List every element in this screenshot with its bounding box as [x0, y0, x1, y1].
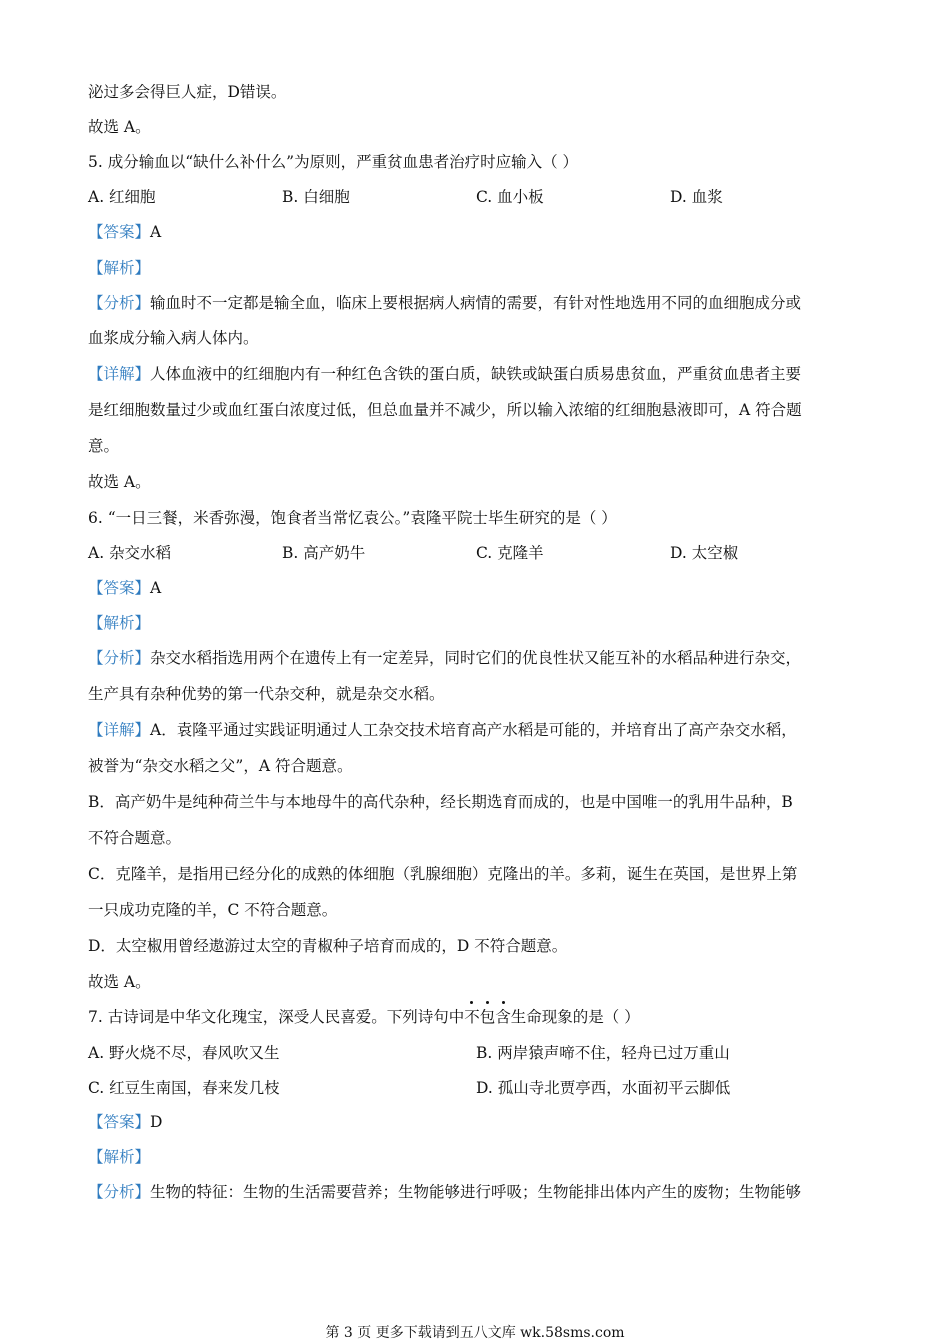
- option-c: C. 克隆羊: [476, 544, 544, 562]
- analysis-tag: 【解析】: [88, 259, 151, 277]
- fenxi-text: 生物的特征：生物的生活需要营养；生物能够进行呼吸；生物能排出体内产生的废物；生物能够: [150, 1183, 802, 1201]
- fenxi-tag: 【分析】: [88, 649, 151, 667]
- question-7: [88, 1007, 640, 1027]
- text-line: 故选 A。: [88, 118, 151, 136]
- text-line: 故选 A。: [88, 973, 151, 991]
- emphasis-char: 含: [495, 1008, 511, 1026]
- text-line: 是红细胞数量过少或血红蛋白浓度过低，但总血量并不减少，所以输入浓缩的红细胞悬液即可，A 符合题: [88, 401, 802, 419]
- analysis-tag: 【解析】: [88, 1148, 151, 1166]
- option-d: D. 孤山寺北贾亭西，水面初平云脚低: [476, 1079, 731, 1097]
- option-a: A. 杂交水稻: [88, 544, 172, 562]
- option-b: B. 高产奶牛: [282, 544, 366, 562]
- text-line: C．克隆羊，是指用已经分化的成熟的体细胞（乳腺细胞）克隆出的羊。多莉，诞生在英国，是世界上第: [88, 865, 798, 883]
- answer-tag: 【答案】: [88, 579, 151, 597]
- fenxi-tag: 【分析】: [88, 1183, 151, 1201]
- answer-tag: 【答案】: [88, 223, 151, 241]
- answer-tag: 【答案】: [88, 1113, 151, 1131]
- emphasis-char: 包: [479, 1008, 496, 1026]
- xiangjie-tag: 【详解】: [88, 721, 151, 739]
- text-line: 生产具有杂种优势的第一代杂交种，就是杂交水稻。: [88, 685, 445, 703]
- q7-text-post: 生命现象的是（ ）: [510, 1008, 640, 1026]
- text-line: 一只成功克隆的羊，C 不符合题意。: [88, 901, 338, 919]
- xiangjie-line: [88, 364, 801, 384]
- fenxi-tag: 【分析】: [88, 294, 151, 312]
- answer-line: [88, 1112, 162, 1132]
- answer-value: A: [150, 579, 162, 597]
- option-d: D. 太空椒: [670, 544, 739, 562]
- text-line: 故选 A。: [88, 473, 151, 491]
- text-line: 被誉为“杂交水稻之父”，A 符合题意。: [88, 757, 353, 775]
- fenxi-line: [88, 1182, 801, 1202]
- text-line: D．太空椒用曾经遨游过太空的青椒种子培育而成的，D 不符合题意。: [88, 937, 568, 955]
- text-line: 意。: [88, 437, 120, 455]
- xiangjie-tag: 【详解】: [88, 365, 151, 383]
- text-line: 血浆成分输入病人体内。: [88, 329, 259, 347]
- emphasis-char: 不: [464, 1008, 480, 1026]
- fenxi-text: 杂交水稻指选用两个在遗传上有一定差异，同时它们的优良性状又能互补的水稻品种进行杂交，: [150, 649, 802, 667]
- text-line: 不符合题意。: [88, 829, 182, 847]
- option-b: B. 两岸猿声啼不住，轻舟已过万重山: [476, 1044, 730, 1062]
- option-d: D. 血浆: [670, 188, 723, 206]
- option-c: C. 红豆生南国，春来发几枝: [88, 1079, 280, 1097]
- text-line: 泌过多会得巨人症，D错误。: [88, 83, 287, 101]
- fenxi-text: 输血时不一定都是输全血，临床上要根据病人病情的需要，有针对性地选用不同的血细胞成分或: [150, 294, 802, 312]
- fenxi-line: [88, 293, 801, 313]
- answer-value: D: [150, 1113, 163, 1131]
- xiangjie-line: [88, 720, 797, 740]
- question-5: 5. 成分输血以“缺什么补什么”为原则，严重贫血患者治疗时应输入（ ）: [88, 153, 578, 171]
- xiangjie-text: 人体血液中的红细胞内有一种红色含铁的蛋白质，缺铁或缺蛋白质易患贫血，严重贫血患者主要: [150, 365, 802, 383]
- answer-line: [88, 578, 161, 598]
- analysis-tag: 【解析】: [88, 614, 151, 632]
- option-a: A. 野火烧不尽，春风吹又生: [88, 1044, 280, 1062]
- option-b: B. 白细胞: [282, 188, 350, 206]
- xiangjie-text: A．袁隆平通过实践证明通过人工杂交技术培育高产水稻是可能的，并培育出了高产杂交水稻，: [150, 721, 797, 739]
- question-6: 6. “一日三餐，米香弥漫，饱食者当常忆袁公。”袁隆平院士毕生研究的是（ ）: [88, 509, 617, 527]
- answer-value: A: [150, 223, 162, 241]
- option-a: A. 红细胞: [88, 188, 156, 206]
- answer-line: [88, 222, 161, 242]
- text-line: B．高产奶牛是纯种荷兰牛与本地母牛的高代杂种，经长期选育而成的，也是中国唯一的乳用牛品种，B: [88, 793, 793, 811]
- page-footer: 第 3 页 更多下载请到五八文库 wk.58sms.com: [325, 1325, 625, 1341]
- fenxi-line: [88, 648, 801, 668]
- q7-text-pre: 7. 古诗词是中华文化瑰宝，深受人民喜爱。下列诗句中: [88, 1008, 465, 1026]
- option-c: C. 血小板: [476, 188, 544, 206]
